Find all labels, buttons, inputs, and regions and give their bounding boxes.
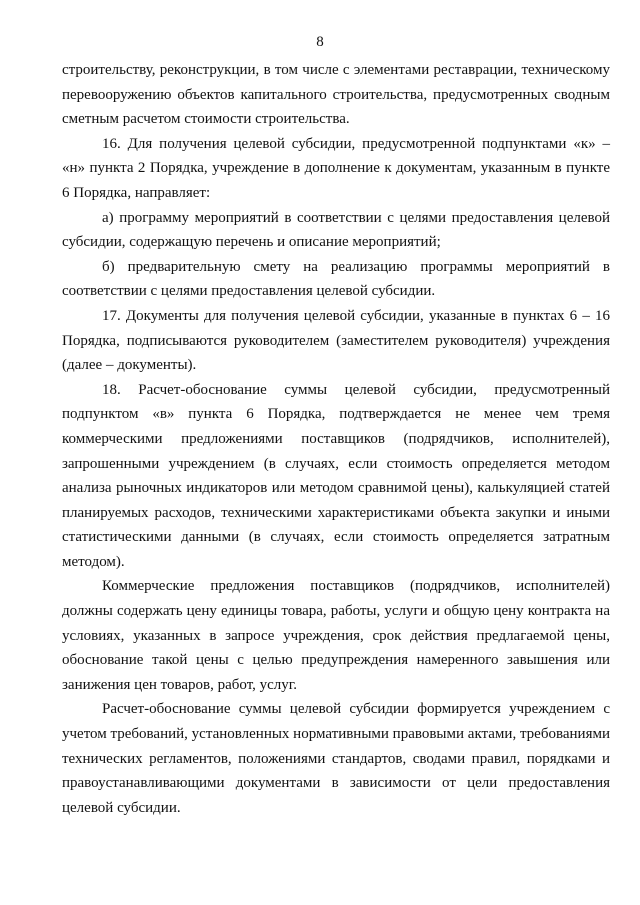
paragraph-subitem-b: б) предварительную смету на реализацию программы мероприятий в соответствии с целями предоставления целевой субсидии. — [62, 258, 610, 300]
paragraph-commercial-offers: Коммерческие предложения поставщиков (подрядчиков, исполнителей) должны содержать цену единицы товара, работы, услуги и общую цену контракта на условиях, указанных в запросе учреждения, срок действия предлагаемой цены, обоснование такой цены с целью предупреждения намеренного завышения или занижения цен товаров, работ, услуг. — [62, 578, 610, 693]
document-body — [62, 58, 610, 820]
paragraph-continuation: строительству, реконструкции, в том числе с элементами реставрации, техническому перевооружению объектов капитального строительства, предусмотренных сводным сметным расчетом стоимости строительства. — [62, 62, 610, 128]
paragraph-calculation: Расчет-обоснование суммы целевой субсидии формируется учреждением с учетом требований, установленных нормативными правовыми актами, требованиями технических регламентов, положениями стандартов, сводами правил, порядками и правоустанавливающими документами в зависимости от цели предоставления целевой субсидии. — [62, 701, 610, 816]
paragraph-item-16: 16. Для получения целевой субсидии, предусмотренной подпунктами «к» – «н» пункта 2 Порядка, учреждение в дополнение к документам, указанным в пункте 6 Порядка, направляет: — [62, 135, 610, 201]
paragraph-subitem-a: а) программу мероприятий в соответствии с целями предоставления целевой субсидии, содержащую перечень и описание мероприятий; — [62, 209, 610, 251]
page-number: 8 — [316, 34, 324, 50]
paragraph-item-17: 17. Документы для получения целевой субсидии, указанные в пунктах 6 – 16 Порядка, подписываются руководителем (заместителем руководителя) учреждения (далее – документы). — [62, 307, 610, 374]
paragraph-item-18: 18. Расчет-обоснование суммы целевой субсидии, предусмотренный подпунктом «в» пункта 6 Порядка, подтверждается не менее чем тремя коммерческими предложениями поставщиков (подрядчиков, исполнителей), запрошенными учреждением (в случаях, если стоимость определяется методом анализа рыночных индикаторов или методом сравнимой цены), калькуляцией статей планируемых расходов, техническими характеристиками объекта закупки и иными статистическими данными (в случаях, если стоимость определяется затратным методом). — [62, 381, 610, 570]
